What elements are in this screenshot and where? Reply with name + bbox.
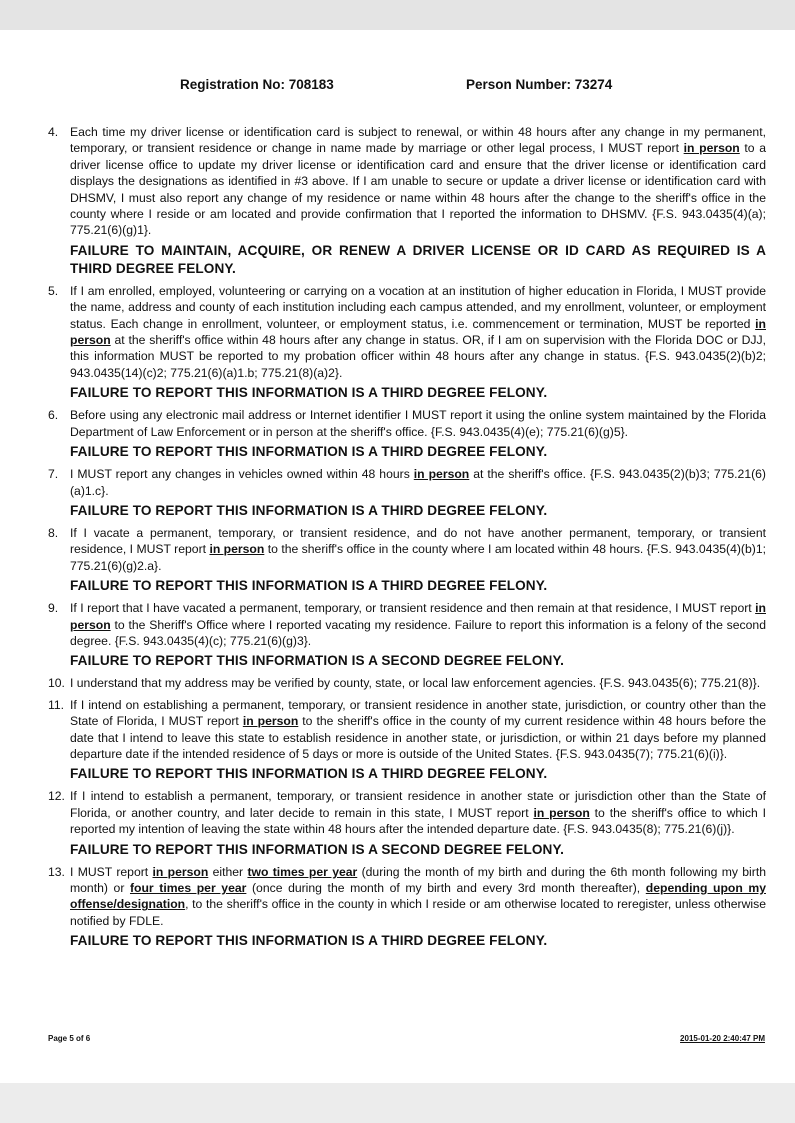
felony-warning: FAILURE TO REPORT THIS INFORMATION IS A THIRD DEGREE FELONY.	[70, 385, 548, 401]
list-item	[48, 788, 766, 858]
page-number: Page 5 of 6	[48, 1034, 91, 1043]
item-number: 10.	[48, 676, 65, 691]
item-text: I MUST report any changes in vehicles owned within 48 hours in person at the sheriff's office. {F.S. 943.0435(2)(b)3; 775.21(6)(a)1.c}.	[70, 467, 766, 498]
list-item	[48, 466, 766, 520]
item-text: I MUST report in person either two times per year (during the month of my birth and during the 6th month following my birth month) or four times per year (once during the month of my birth and every 3rd month thereafter), depending upon my offense/designation, to the sheriff's office in the county in which I reside or am otherwise located to reregister, unless otherwise notified by FDLE.	[70, 864, 766, 928]
document-header	[0, 77, 795, 97]
person-number: Person Number: 73274	[466, 77, 613, 92]
item-number: 5.	[48, 283, 59, 298]
felony-warning: FAILURE TO MAINTAIN, ACQUIRE, OR RENEW A DRIVER LICENSE OR ID CARD AS REQUIRED IS A THIRD DEGREE FELONY.	[70, 242, 766, 276]
scan-bottom-band	[0, 1083, 795, 1123]
item-number: 11.	[48, 697, 65, 712]
item-text: If I intend to establish a permanent, temporary, or transient residence in another state or jurisdiction other than the State of Florida, or another country, and later decide to remain in this state, I MUST report in person to the sheriff's office to which I reported my intention of leaving the state within 48 hours after the intended departure date. {F.S. 943.0435(8); 775.21(6)(j)}.	[70, 789, 766, 837]
item-number: 12.	[48, 789, 65, 804]
felony-warning: FAILURE TO REPORT THIS INFORMATION IS A THIRD DEGREE FELONY.	[70, 766, 548, 782]
item-text: If I am enrolled, employed, volunteering or carrying on a vocation at an institution of higher education in Florida, I MUST provide the name, address and county of each institution including each campus attended, and my enrollment, volunteer, or employment status. Each change in enrollment, volunteer, or employment status, i.e. commencement or termination, MUST be reported in person at the sheriff's office within 48 hours after any change in status. OR, if I am on supervision with the Florida DOC or DJJ, this information MUST be reported to my probation officer within 48 hours after any change in status. {F.S. 943.0435(2)(b)2; 943.0435(14)(c)2; 775.21(6)(a)1.b; 775.21(8)(a)2}.	[70, 283, 766, 380]
felony-warning: FAILURE TO REPORT THIS INFORMATION IS A SECOND DEGREE FELONY.	[70, 841, 564, 857]
item-number: 8.	[48, 525, 59, 540]
item-text: Before using any electronic mail address or Internet identifier I MUST report it using the online system maintained by the Florida Department of Law Enforcement or in person at the sheriff's office. {F.S. 943.0435(4)(e); 775.21(6)(g)5}.	[70, 408, 766, 439]
item-number: 6.	[48, 408, 59, 423]
felony-warning: FAILURE TO REPORT THIS INFORMATION IS A THIRD DEGREE FELONY.	[70, 444, 548, 460]
item-number: 7.	[48, 467, 59, 482]
list-item	[48, 675, 766, 691]
list-item	[48, 600, 766, 670]
item-text: If I intend on establishing a permanent, temporary, or transient residence in another state, jurisdiction, or country other than the State of Florida, I MUST report in person to the sheriff's office in the county of my current residence within 48 hours before the date that I intend to leave this state to establish residence in another state, or jurisdiction, or within 21 days before my planned departure date if the intended residence of 5 days or more is outside of the United States. {F.S. 943.0435(7); 775.21(6)(i)}.	[70, 697, 766, 761]
list-item	[48, 407, 766, 461]
list-item	[48, 124, 766, 278]
item-number: 13.	[48, 864, 65, 879]
scan-top-band	[0, 0, 795, 30]
felony-warning: FAILURE TO REPORT THIS INFORMATION IS A THIRD DEGREE FELONY.	[70, 578, 548, 594]
felony-warning: FAILURE TO REPORT THIS INFORMATION IS A SECOND DEGREE FELONY.	[70, 653, 564, 669]
requirements-list	[48, 124, 766, 955]
registration-number: Registration No: 708183	[180, 77, 334, 92]
item-text: Each time my driver license or identification card is subject to renewal, or within 48 hours after any change in my permanent, temporary, or transient residence or change in name made by marriage or other legal process, I MUST report in person to a driver license office to update my driver license or identification card and ensure that the driver license or identification card displays the designations as identified in #3 above. If I am unable to secure or update a driver license or identification card with DHSMV, I must also report any change of my residence or name within 48 hours after the change to the sheriff's office in the county where I reside or am located and provide confirmation that I reported the information to DHSMV. {F.S. 943.0435(4)(a); 775.21(6)(g)1}.	[70, 125, 767, 238]
list-item	[48, 283, 766, 402]
list-item	[48, 697, 766, 784]
felony-warning: FAILURE TO REPORT THIS INFORMATION IS A THIRD DEGREE FELONY.	[70, 933, 548, 949]
list-item	[48, 864, 766, 951]
item-number: 4.	[48, 125, 59, 139]
item-text: If I report that I have vacated a permanent, temporary, or transient residence and then remain at that residence, I MUST report in person to the Sheriff's Office where I reported vacating my residence. Failure to report this information is a felony of the second degree. {F.S. 943.0435(4)(c); 775.21(6)(g)3}.	[70, 601, 766, 648]
item-number: 9.	[48, 601, 59, 616]
felony-warning: FAILURE TO REPORT THIS INFORMATION IS A THIRD DEGREE FELONY.	[70, 502, 548, 518]
item-text: If I vacate a permanent, temporary, or transient residence, and do not have another permanent, temporary, or transient residence, I MUST report in person to the sheriff's office in the county where I am located within 48 hours. {F.S. 943.0435(4)(b)1; 775.21(6)(g)2.a}.	[70, 525, 766, 573]
list-item	[48, 525, 766, 595]
item-text: I understand that my address may be verified by county, state, or local law enforcement agencies. {F.S. 943.0435(6); 775.21(8)}.	[70, 676, 761, 691]
print-timestamp: 2015-01-20 2:40:47 PM	[680, 1034, 765, 1043]
